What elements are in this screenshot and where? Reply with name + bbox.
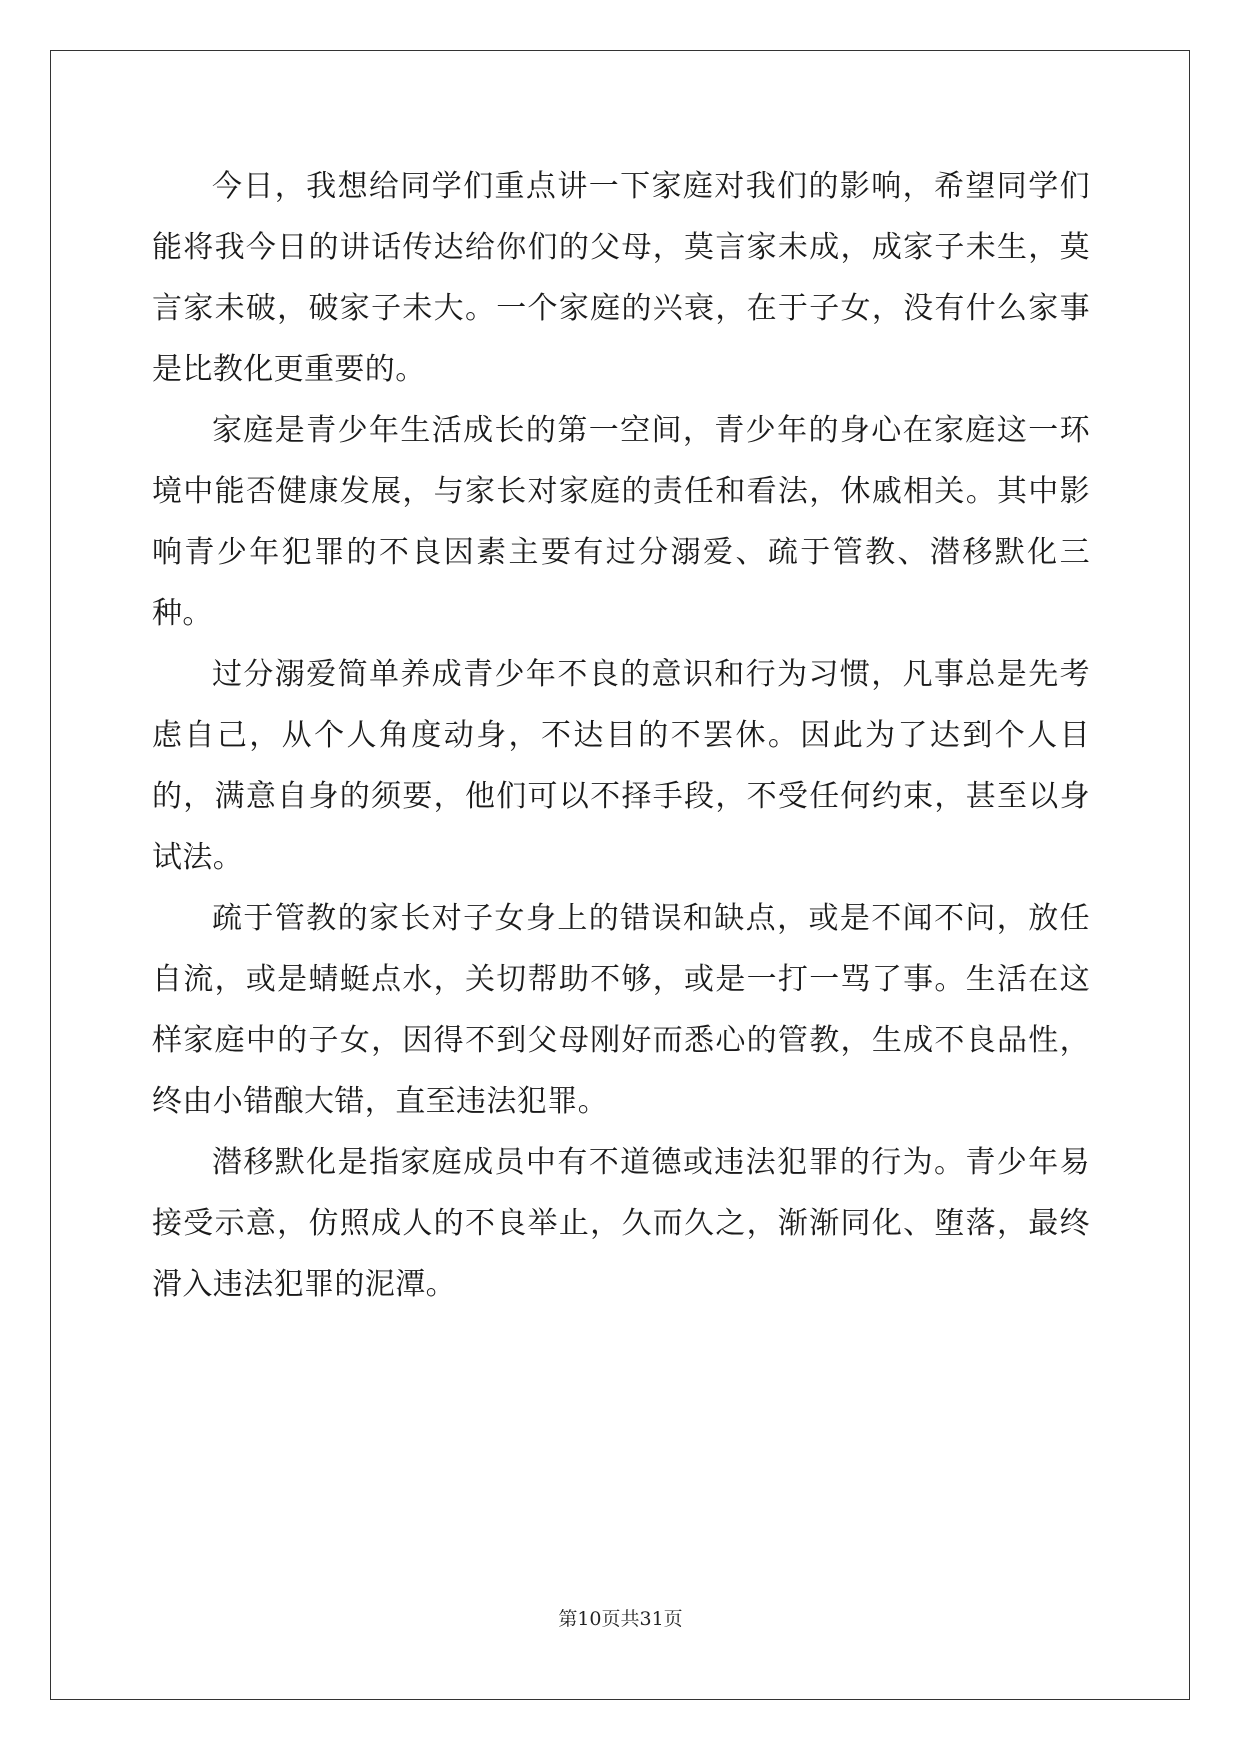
- page-number: 第10页: [558, 1608, 621, 1630]
- paragraph: 家庭是青少年生活成长的第一空间，青少年的身心在家庭这一环境中能否健康发展，与家长对家庭的责任和看法，休戚相关。其中影响青少年犯罪的不良因素主要有过分溺爱、疏于管教、潜移默化三种。: [152, 413, 1090, 631]
- paragraph: 疏于管教的家长对子女身上的错误和缺点，或是不闻不问，放任自流，或是蜻蜓点水，关切帮助不够，或是一打一骂了事。生活在这样家庭中的子女，因得不到父母刚好而悉心的管教，生成不良品性，终由小错酿大错，直至违法犯罪。: [152, 901, 1090, 1119]
- paragraph: 过分溺爱简单养成青少年不良的意识和行为习惯，凡事总是先考虑自己，从个人角度动身，不达目的不罢休。因此为了达到个人目的，满意自身的须要，他们可以不择手段，不受任何约束，甚至以身试法。: [152, 657, 1090, 875]
- page-total: 共31页: [620, 1608, 683, 1630]
- document-body: [152, 156, 1090, 1315]
- page-footer: [0, 1604, 1241, 1631]
- paragraph: 今日，我想给同学们重点讲一下家庭对我们的影响，希望同学们能将我今日的讲话传达给你们的父母，莫言家未成，成家子未生，莫言家未破，破家子未大。一个家庭的兴衰，在于子女，没有什么家事是比教化更重要的。: [152, 169, 1090, 387]
- paragraph: 潜移默化是指家庭成员中有不道德或违法犯罪的行为。青少年易接受示意，仿照成人的不良举止，久而久之，渐渐同化、堕落，最终滑入违法犯罪的泥潭。: [152, 1145, 1090, 1302]
